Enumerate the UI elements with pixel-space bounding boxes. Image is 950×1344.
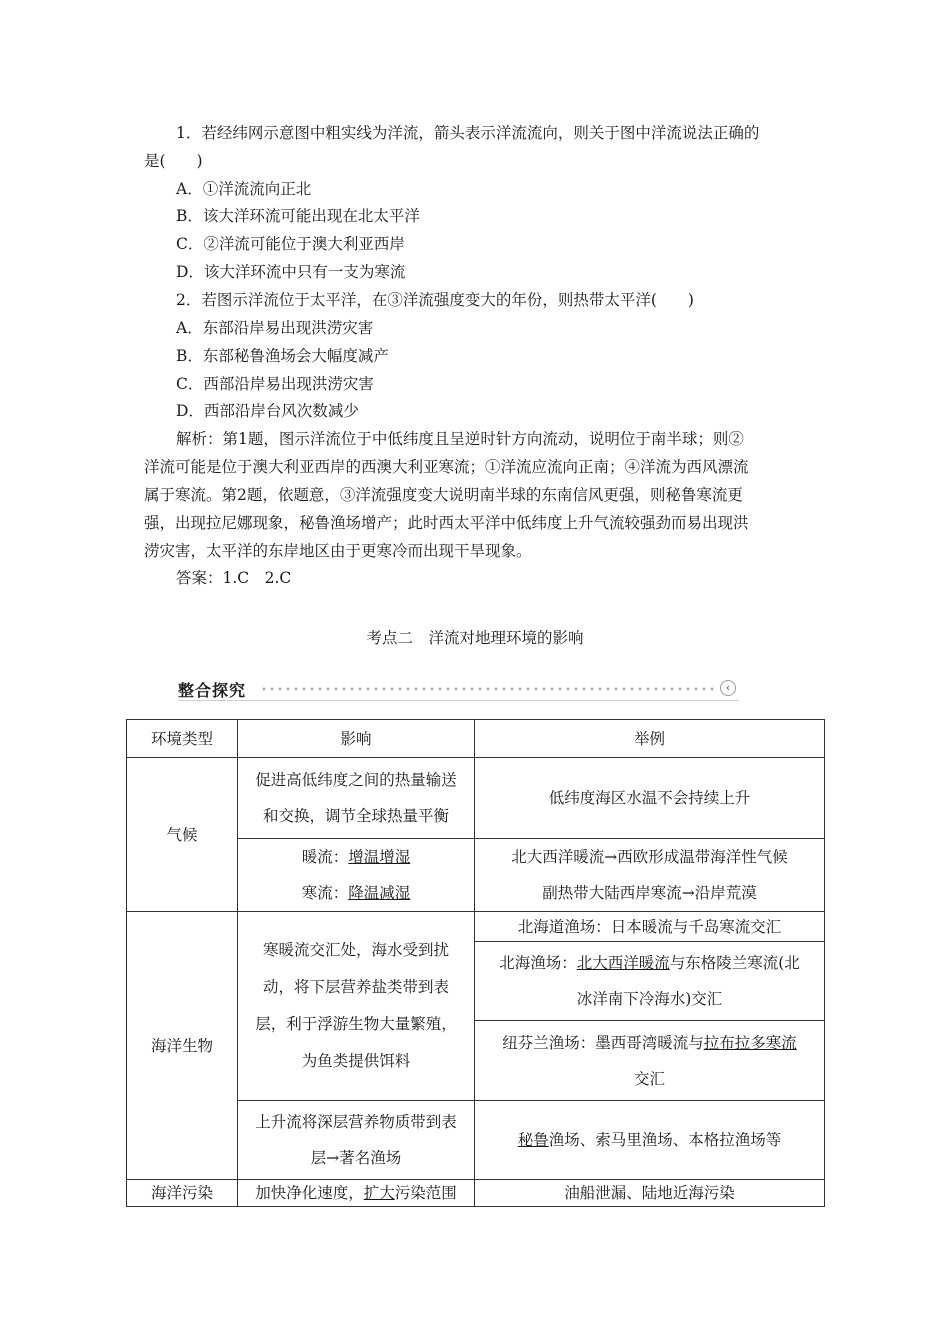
section-heading: 考点二 洋流对地理环境的影响 [366,629,584,647]
header-cell: 影响 [238,720,475,758]
example-cell: 纽芬兰渔场：墨西哥湾暖流与拉布拉多寒流 交汇 [475,1021,825,1101]
table-row [127,1180,825,1207]
q2-stem: 2．若图示洋流位于太平洋，在③洋流强度变大的年份，则热带太平洋( ) [176,291,694,309]
type-cell-pollution: 海洋污染 [127,1180,238,1207]
q2-option-b: B．东部秘鲁渔场会大幅度减产 [176,347,389,365]
q1-option-b: B．该大洋环流可能出现在北太平洋 [176,207,420,225]
section-tag [178,676,731,704]
q1-option-d: D．该大洋环流中只有一支为寒流 [176,263,406,281]
q1-stem-line2: 是( ) [144,152,203,170]
type-cell-marine: 海洋生物 [127,912,238,1180]
analysis-line: 涝灾害，太平洋的东岸地区由于更寒冷而出现干旱现象。 [144,542,532,560]
table-row [127,912,825,942]
example-cell: 低纬度海区水温不会持续上升 [475,758,825,839]
type-cell-climate: 气候 [127,758,238,912]
impact-cell: 加快净化速度，扩大污染范围 [238,1180,475,1207]
impact-cell: 寒暖流交汇处，海水受到扰 动，将下层营养盐类带到表 层，利于浮游生物大量繁殖， 为鱼类提供饵料 [238,912,475,1101]
ocean-current-impact-table [126,719,825,1207]
example-cell: 秘鲁渔场、索马里渔场、本格拉渔场等 [475,1101,825,1180]
analysis-line: 解析：第1题，图示洋流位于中低纬度且呈逆时针方向流动，说明位于南半球；则② [176,430,744,448]
q2-option-a: A．东部沿岸易出现洪涝灾害 [176,319,374,337]
analysis-line: 强，出现拉尼娜现象，秘鲁渔场增产；此时西太平洋中低纬度上升气流较强劲而易出现洪 [144,514,749,532]
analysis-line: 属于寒流。第2题，依题意，③洋流强度变大说明南半球的东南信风更强，则秘鲁寒流更 [144,486,743,504]
q1-option-c: C．②洋流可能位于澳大利亚西岸 [176,235,405,253]
section-tag-label: 整合探究 [178,681,247,700]
table-row [127,758,825,839]
header-cell: 举例 [475,720,825,758]
table-header-row [127,720,825,758]
analysis-line: 洋流可能是位于澳大利亚西岸的西澳大利亚寒流；①洋流应流向正南；④洋流为西风漂流 [144,458,749,476]
q1-stem-line1: 1．若经纬网示意图中粗实线为洋流，箭头表示洋流流向，则关于图中洋流说法正确的 [176,124,760,142]
impact-cell: 上升流将深层营养物质带到表 层→著名渔场 [238,1101,475,1180]
header-cell: 环境类型 [127,720,238,758]
dotted-divider [260,687,714,691]
q2-option-d: D．西部沿岸台风次数减少 [176,402,359,420]
example-cell: 北大西洋暖流→西欧形成温带海洋性气候 副热带大陆西岸寒流→沿岸荒漠 [475,839,825,912]
q2-option-c: C．西部沿岸易出现洪涝灾害 [176,375,374,393]
example-cell: 北海道渔场：日本暖流与千岛寒流交汇 [475,912,825,942]
example-cell: 北海渔场：北大西洋暖流与东格陵兰寒流(北 冰洋南下冷海水)交汇 [475,942,825,1021]
q1-option-a: A．①洋流流向正北 [176,180,312,198]
impact-cell: 暖流：增温增湿 寒流：降温减湿 [238,839,475,912]
chevron-left-icon: ‹ [720,680,736,696]
example-cell: 油船泄漏、陆地近海污染 [475,1180,825,1207]
impact-cell: 促进高低纬度之间的热量输送 和交换，调节全球热量平衡 [238,758,475,839]
answer-line: 答案：1.C 2.C [176,569,292,587]
tag-underline [178,700,738,701]
